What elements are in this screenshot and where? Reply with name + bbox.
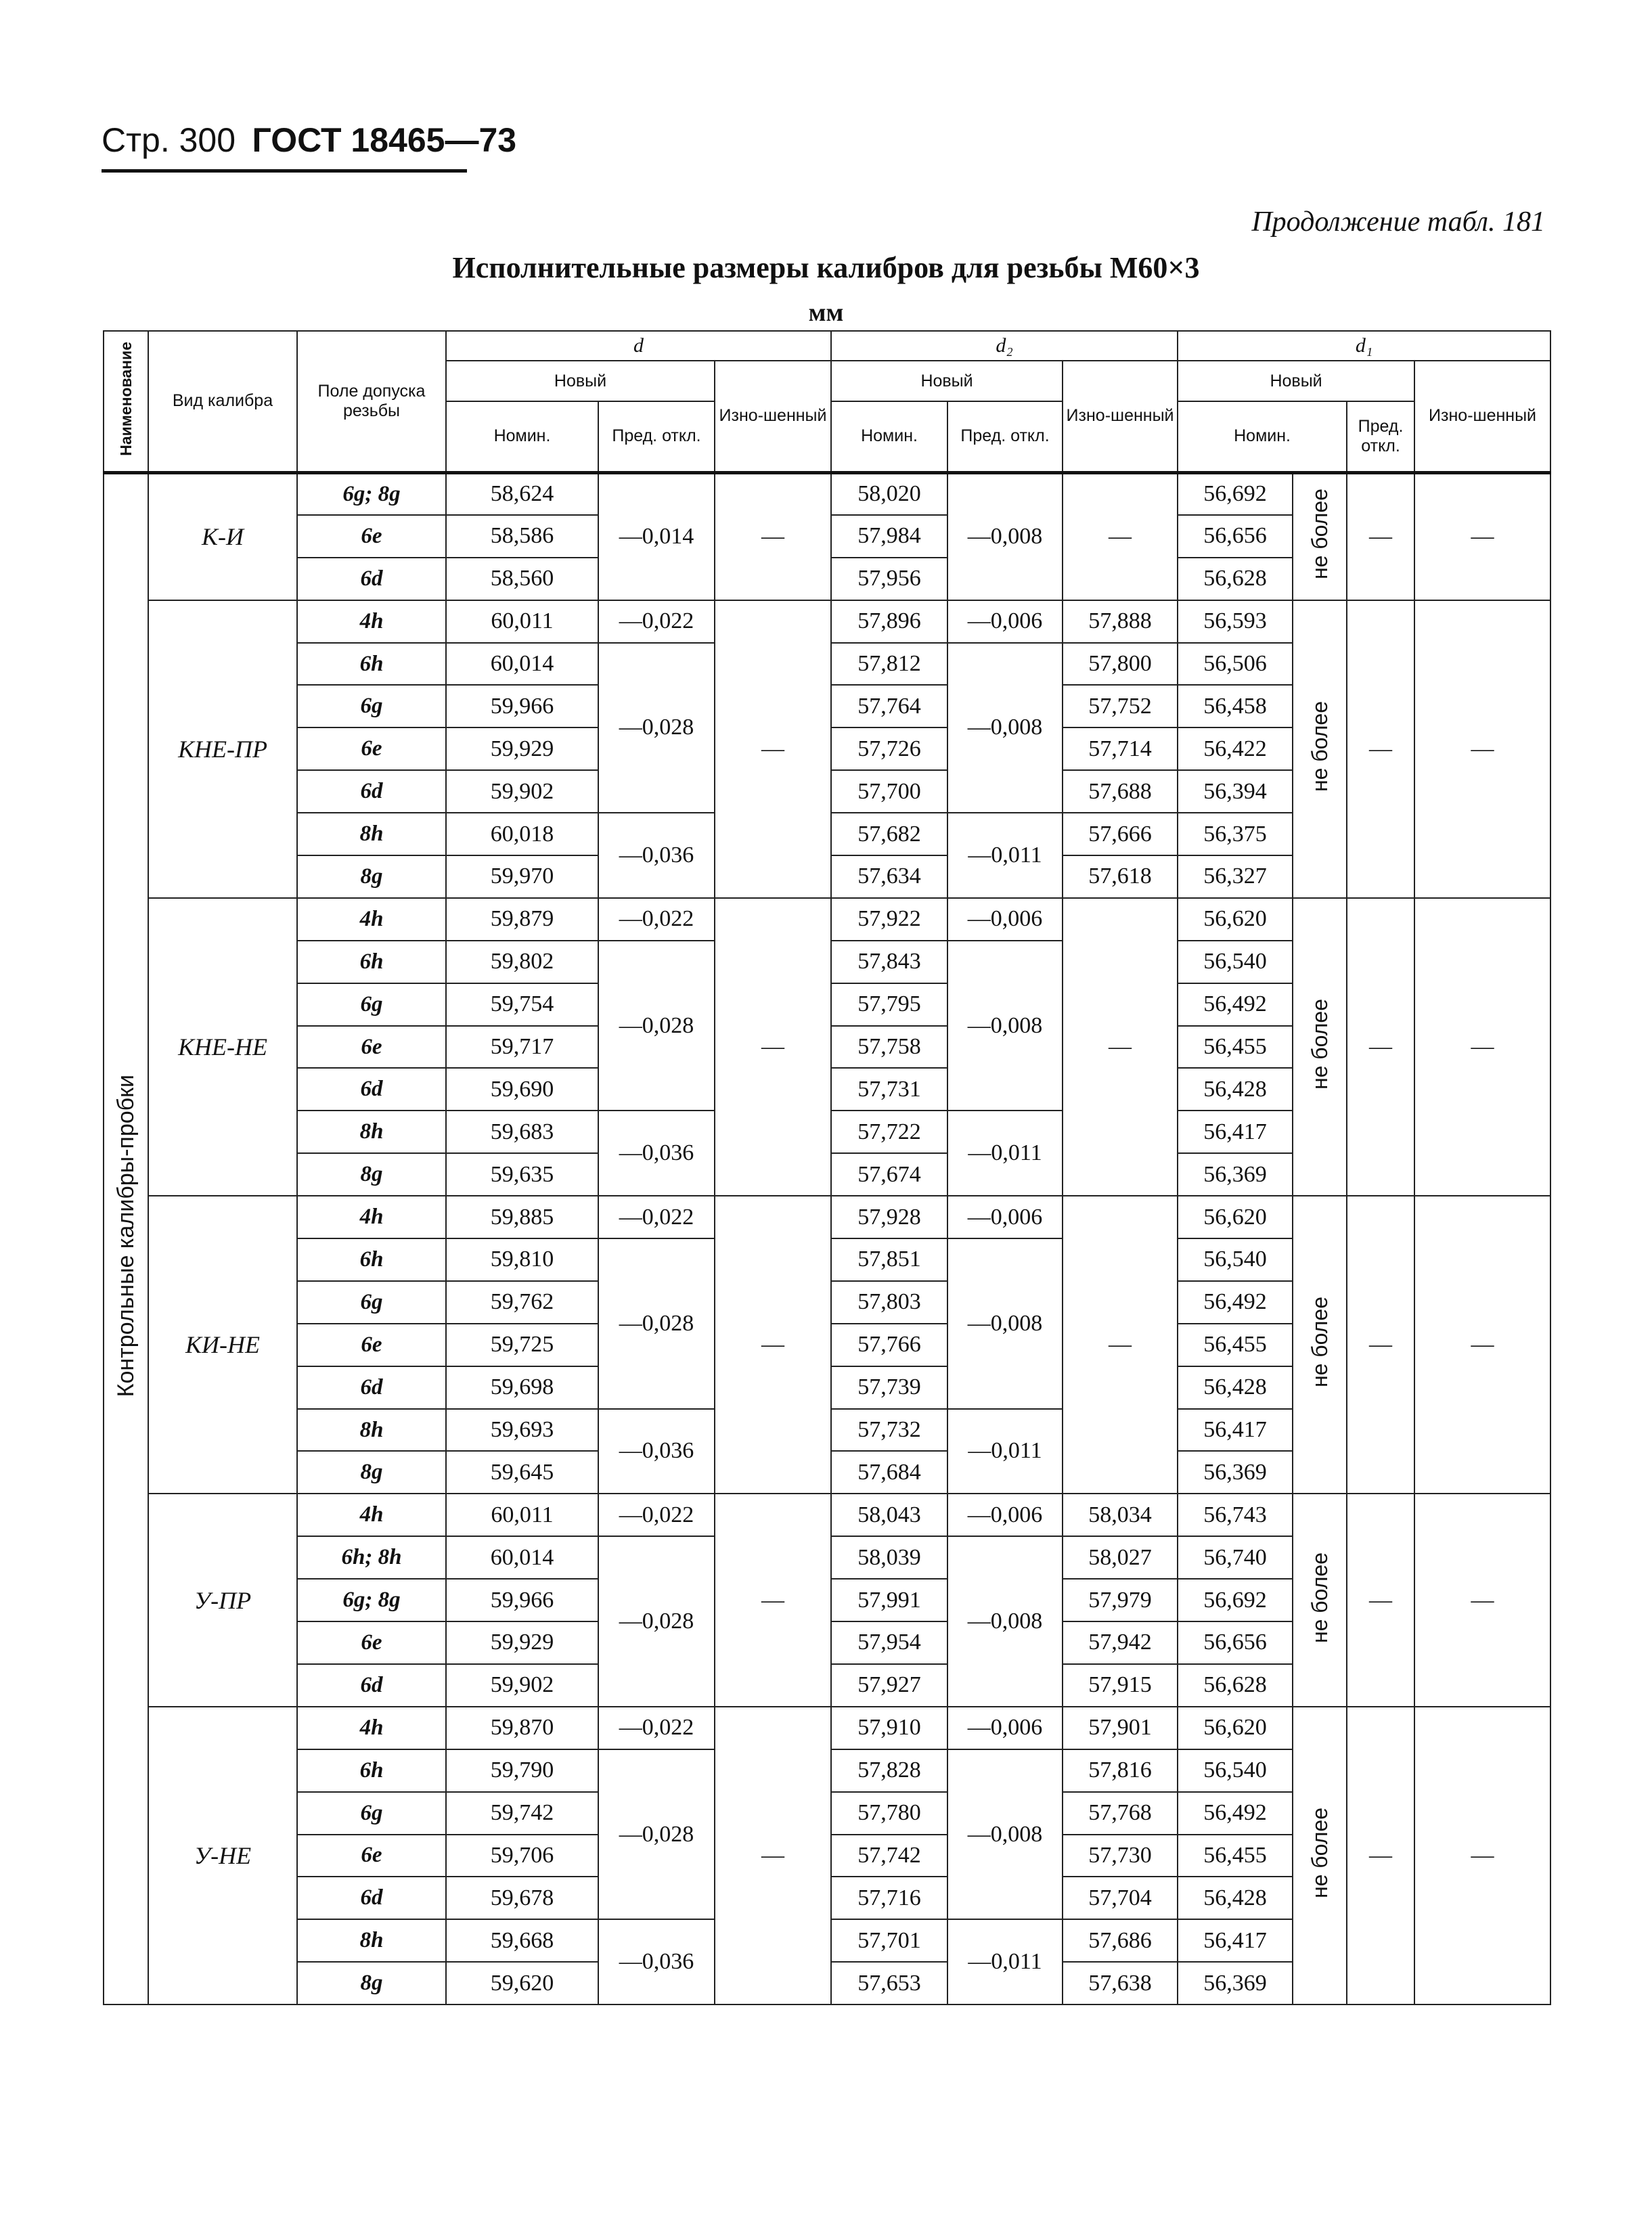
- d-deviation: —0,028: [598, 643, 715, 813]
- header-d1: d₁: [1178, 331, 1550, 361]
- d1-nominal: 56,428: [1178, 1366, 1293, 1409]
- d2-deviation: —0,011: [947, 1409, 1063, 1494]
- header-d1-novyi: Новый: [1178, 361, 1414, 401]
- d1-nominal: 56,743: [1178, 1494, 1293, 1536]
- d2-nominal: 57,732: [831, 1409, 947, 1452]
- d2-worn: 57,942: [1063, 1621, 1178, 1664]
- d1-deviation: —: [1347, 1707, 1414, 2004]
- d2-nominal: 57,896: [831, 600, 947, 643]
- d1-nominal: 56,692: [1178, 1579, 1293, 1621]
- d2-worn: 57,800: [1063, 643, 1178, 686]
- d-nominal: 59,678: [446, 1877, 598, 1919]
- d-nominal: 59,810: [446, 1238, 598, 1281]
- d2-deviation: —0,008: [947, 472, 1063, 600]
- gauge-type: У-НЕ: [148, 1707, 297, 2004]
- header-d2-nomin: Номин.: [831, 401, 947, 472]
- d-deviation: —0,014: [598, 472, 715, 600]
- table-row: [104, 1196, 1550, 1238]
- d2-deviation: —0,006: [947, 1494, 1063, 1536]
- gauge-type: У-ПР: [148, 1494, 297, 1706]
- d-nominal: 59,717: [446, 1026, 598, 1069]
- d1-nominal: 56,628: [1178, 558, 1293, 600]
- tolerance-field: 6h: [297, 1749, 446, 1792]
- d1-not-more-note: не более: [1293, 1707, 1347, 2004]
- d-nominal: 59,742: [446, 1792, 598, 1835]
- tolerance-field: 6e: [297, 1621, 446, 1664]
- table-row: [104, 600, 1550, 643]
- header-d: d: [446, 331, 831, 361]
- d-worn: —: [715, 898, 831, 1196]
- d-deviation: —0,028: [598, 1238, 715, 1409]
- d2-nominal: 57,758: [831, 1026, 947, 1069]
- d2-nominal: 57,954: [831, 1621, 947, 1664]
- d1-worn: —: [1414, 898, 1550, 1196]
- d1-nominal: 56,369: [1178, 1153, 1293, 1196]
- d-nominal: 60,014: [446, 1536, 598, 1579]
- d2-nominal: 57,742: [831, 1835, 947, 1877]
- d-deviation: —0,036: [598, 1409, 715, 1494]
- tolerance-field: 6d: [297, 1068, 446, 1111]
- header-d1-pred: Пред. откл.: [1347, 401, 1414, 472]
- table-row: [104, 472, 1550, 515]
- d2-nominal: 57,927: [831, 1664, 947, 1707]
- tolerance-field: 6d: [297, 770, 446, 813]
- d1-worn: —: [1414, 600, 1550, 898]
- gauge-type: КИ-НЕ: [148, 1196, 297, 1494]
- d-nominal: 60,018: [446, 813, 598, 855]
- d2-worn: 57,638: [1063, 1962, 1178, 2004]
- d2-deviation: —0,008: [947, 941, 1063, 1111]
- d2-nominal: 57,843: [831, 941, 947, 983]
- d1-nominal: 56,394: [1178, 770, 1293, 813]
- header-d-pred: Пред. откл.: [598, 401, 715, 472]
- d2-worn: 57,730: [1063, 1835, 1178, 1877]
- d2-nominal: 57,984: [831, 515, 947, 558]
- d1-worn: —: [1414, 1196, 1550, 1494]
- tolerance-field: 6h: [297, 941, 446, 983]
- d2-worn: 57,618: [1063, 855, 1178, 898]
- d2-deviation: —0,011: [947, 1111, 1063, 1196]
- d-deviation: —0,028: [598, 1749, 715, 1920]
- d2-nominal: 57,674: [831, 1153, 947, 1196]
- d1-nominal: 56,455: [1178, 1324, 1293, 1366]
- d1-not-more-note: не более: [1293, 898, 1347, 1196]
- d2-nominal: 57,928: [831, 1196, 947, 1238]
- tolerance-field: 8h: [297, 1919, 446, 1962]
- d2-worn: 57,768: [1063, 1792, 1178, 1835]
- d-deviation: —0,022: [598, 1707, 715, 1749]
- table-row: [104, 898, 1550, 941]
- tolerance-field: 6e: [297, 1835, 446, 1877]
- d1-nominal: 56,455: [1178, 1026, 1293, 1069]
- d-worn: —: [715, 1707, 831, 2004]
- d2-deviation: —0,008: [947, 1238, 1063, 1409]
- d-nominal: 59,645: [446, 1451, 598, 1494]
- tolerance-field: 6h: [297, 643, 446, 686]
- d-worn: —: [715, 1494, 831, 1706]
- tolerance-field: 4h: [297, 1196, 446, 1238]
- d-worn: —: [715, 600, 831, 898]
- d-nominal: 59,902: [446, 1664, 598, 1707]
- d1-nominal: 56,692: [1178, 472, 1293, 515]
- tolerance-field: 6e: [297, 1026, 446, 1069]
- gauge-type: К-И: [148, 472, 297, 600]
- d2-deviation: —0,006: [947, 1196, 1063, 1238]
- d2-worn: 58,034: [1063, 1494, 1178, 1536]
- d2-worn: 57,752: [1063, 685, 1178, 727]
- d1-not-more-note: не более: [1293, 600, 1347, 898]
- d2-deviation: —0,006: [947, 898, 1063, 941]
- d2-deviation: —0,008: [947, 1749, 1063, 1920]
- d2-worn: —: [1063, 1196, 1178, 1494]
- d1-deviation: —: [1347, 472, 1414, 600]
- d2-worn: 57,979: [1063, 1579, 1178, 1621]
- d-nominal: 58,586: [446, 515, 598, 558]
- d2-deviation: —0,008: [947, 643, 1063, 813]
- d2-worn: —: [1063, 898, 1178, 1196]
- d-deviation: —0,036: [598, 1111, 715, 1196]
- d-nominal: 60,011: [446, 600, 598, 643]
- unit-label: мм: [808, 298, 844, 327]
- header-pole-dopuska: Поле допуска резьбы: [297, 331, 446, 472]
- d2-worn: 57,901: [1063, 1707, 1178, 1749]
- d-nominal: 59,690: [446, 1068, 598, 1111]
- d-nominal: 59,762: [446, 1281, 598, 1324]
- d2-deviation: —0,011: [947, 813, 1063, 898]
- d2-worn: 57,816: [1063, 1749, 1178, 1792]
- d2-nominal: 57,684: [831, 1451, 947, 1494]
- tolerance-field: 8h: [297, 1409, 446, 1452]
- d-deviation: —0,022: [598, 600, 715, 643]
- d-nominal: 59,706: [446, 1835, 598, 1877]
- d1-nominal: 56,492: [1178, 1281, 1293, 1324]
- d2-nominal: 57,812: [831, 643, 947, 686]
- d-nominal: 59,683: [446, 1111, 598, 1153]
- d2-nominal: 57,910: [831, 1707, 947, 1749]
- category-label: Контрольные калибры-пробки: [104, 472, 148, 2004]
- d2-nominal: 57,803: [831, 1281, 947, 1324]
- d1-nominal: 56,620: [1178, 1707, 1293, 1749]
- tolerance-field: 8g: [297, 1962, 446, 2004]
- tolerance-field: 6g; 8g: [297, 472, 446, 515]
- d-nominal: 59,929: [446, 1621, 598, 1664]
- d1-nominal: 56,656: [1178, 515, 1293, 558]
- d1-nominal: 56,458: [1178, 685, 1293, 727]
- d1-nominal: 56,428: [1178, 1877, 1293, 1919]
- d1-not-more-note: не более: [1293, 1494, 1347, 1706]
- d1-worn: —: [1414, 1707, 1550, 2004]
- d1-nominal: 56,369: [1178, 1451, 1293, 1494]
- page-number: Стр. 300: [102, 121, 236, 159]
- gauge-dimensions-table: [103, 330, 1551, 2005]
- tolerance-field: 6g: [297, 983, 446, 1026]
- header-naimenovanie: Наименование: [104, 331, 148, 472]
- d2-deviation: —0,006: [947, 1707, 1063, 1749]
- d-nominal: 58,624: [446, 472, 598, 515]
- d2-nominal: 57,922: [831, 898, 947, 941]
- d2-nominal: 57,795: [831, 983, 947, 1026]
- d1-nominal: 56,417: [1178, 1919, 1293, 1962]
- header-d2-novyi: Новый: [831, 361, 1063, 401]
- d2-nominal: 57,726: [831, 727, 947, 770]
- d1-nominal: 56,492: [1178, 1792, 1293, 1835]
- d2-nominal: 57,780: [831, 1792, 947, 1835]
- table-body: [104, 472, 1550, 2004]
- d1-deviation: —: [1347, 1494, 1414, 1706]
- d1-nominal: 56,540: [1178, 1238, 1293, 1281]
- tolerance-field: 4h: [297, 1494, 446, 1536]
- d1-nominal: 56,620: [1178, 1196, 1293, 1238]
- d1-nominal: 56,492: [1178, 983, 1293, 1026]
- header-d-novyi: Новый: [446, 361, 715, 401]
- d1-nominal: 56,620: [1178, 898, 1293, 941]
- d1-nominal: 56,417: [1178, 1409, 1293, 1452]
- d1-not-more-note: не более: [1293, 1196, 1347, 1494]
- d1-worn: —: [1414, 1494, 1550, 1706]
- d1-nominal: 56,740: [1178, 1536, 1293, 1579]
- d1-nominal: 56,540: [1178, 1749, 1293, 1792]
- d2-nominal: 57,682: [831, 813, 947, 855]
- header-d-nomin: Номин.: [446, 401, 598, 472]
- d-nominal: 59,620: [446, 1962, 598, 2004]
- header-d1-iznoshennyi: Изно-шенный: [1414, 361, 1550, 472]
- table-row: [104, 1494, 1550, 1536]
- d2-worn: 57,714: [1063, 727, 1178, 770]
- d-nominal: 59,902: [446, 770, 598, 813]
- tolerance-field: 6d: [297, 1877, 446, 1919]
- d2-deviation: —0,008: [947, 1536, 1063, 1707]
- d1-nominal: 56,593: [1178, 600, 1293, 643]
- d1-nominal: 56,369: [1178, 1962, 1293, 2004]
- d-nominal: 59,885: [446, 1196, 598, 1238]
- tolerance-field: 6d: [297, 1664, 446, 1707]
- d-deviation: —0,036: [598, 813, 715, 898]
- gauge-type: КНЕ-ПР: [148, 600, 297, 898]
- d1-nominal: 56,628: [1178, 1664, 1293, 1707]
- d-nominal: 58,560: [446, 558, 598, 600]
- d2-nominal: 57,828: [831, 1749, 947, 1792]
- d2-nominal: 57,764: [831, 685, 947, 727]
- tolerance-field: 6g; 8g: [297, 1579, 446, 1621]
- d1-nominal: 56,656: [1178, 1621, 1293, 1664]
- d1-nominal: 56,428: [1178, 1068, 1293, 1111]
- d-nominal: 60,014: [446, 643, 598, 686]
- header-d2-iznoshennyi: Изно-шенный: [1063, 361, 1178, 472]
- tolerance-field: 6h; 8h: [297, 1536, 446, 1579]
- table-continuation-note: Продолжение табл. 181: [1251, 206, 1545, 238]
- d2-nominal: 58,043: [831, 1494, 947, 1536]
- tolerance-field: 6e: [297, 515, 446, 558]
- d-worn: —: [715, 472, 831, 600]
- tolerance-field: 6e: [297, 727, 446, 770]
- d1-not-more-note: не более: [1293, 472, 1347, 600]
- d-deviation: —0,022: [598, 1494, 715, 1536]
- d2-nominal: 57,851: [831, 1238, 947, 1281]
- page-header: [102, 120, 516, 160]
- table-row: [104, 1707, 1550, 1749]
- d2-nominal: 57,766: [831, 1324, 947, 1366]
- d-deviation: —0,022: [598, 1196, 715, 1238]
- standard-number: ГОСТ 18465—73: [252, 121, 517, 159]
- d-nominal: 59,966: [446, 1579, 598, 1621]
- d-nominal: 59,754: [446, 983, 598, 1026]
- d2-worn: 57,915: [1063, 1664, 1178, 1707]
- tolerance-field: 6g: [297, 1281, 446, 1324]
- tolerance-field: 6g: [297, 1792, 446, 1835]
- header-d2-pred: Пред. откл.: [947, 401, 1063, 472]
- tolerance-field: 4h: [297, 1707, 446, 1749]
- d2-nominal: 58,039: [831, 1536, 947, 1579]
- d-nominal: 59,725: [446, 1324, 598, 1366]
- d2-nominal: 57,716: [831, 1877, 947, 1919]
- tolerance-field: 6e: [297, 1324, 446, 1366]
- d2-worn: —: [1063, 472, 1178, 600]
- gauge-type: КНЕ-НЕ: [148, 898, 297, 1196]
- header-d1-nomin: Номин.: [1178, 401, 1347, 472]
- d1-nominal: 56,417: [1178, 1111, 1293, 1153]
- d2-deviation: —0,006: [947, 600, 1063, 643]
- d2-nominal: 57,634: [831, 855, 947, 898]
- d-nominal: 59,879: [446, 898, 598, 941]
- header-d-iznoshennyi: Изно-шенный: [715, 361, 831, 472]
- d-deviation: —0,036: [598, 1919, 715, 2004]
- d-nominal: 59,970: [446, 855, 598, 898]
- d-nominal: 59,635: [446, 1153, 598, 1196]
- d2-worn: 57,688: [1063, 770, 1178, 813]
- d-nominal: 59,790: [446, 1749, 598, 1792]
- table-title: Исполнительные размеры калибров для резьбы M60×3: [452, 251, 1200, 284]
- d-nominal: 59,698: [446, 1366, 598, 1409]
- d1-deviation: —: [1347, 898, 1414, 1196]
- d-nominal: 59,966: [446, 685, 598, 727]
- d2-worn: 57,686: [1063, 1919, 1178, 1962]
- d-nominal: 59,693: [446, 1409, 598, 1452]
- d1-worn: —: [1414, 472, 1550, 600]
- tolerance-field: 4h: [297, 600, 446, 643]
- tolerance-field: 8h: [297, 813, 446, 855]
- d-nominal: 59,802: [446, 941, 598, 983]
- d-worn: —: [715, 1196, 831, 1494]
- d2-nominal: 58,020: [831, 472, 947, 515]
- d1-deviation: —: [1347, 600, 1414, 898]
- header-d2: d₂: [831, 331, 1178, 361]
- header-vid-kalibra: Вид калибра: [148, 331, 297, 472]
- d2-nominal: 57,701: [831, 1919, 947, 1962]
- d1-nominal: 56,422: [1178, 727, 1293, 770]
- d-nominal: 59,929: [446, 727, 598, 770]
- d2-worn: 58,027: [1063, 1536, 1178, 1579]
- tolerance-field: 8g: [297, 1451, 446, 1494]
- d-nominal: 59,668: [446, 1919, 598, 1962]
- d1-nominal: 56,327: [1178, 855, 1293, 898]
- tolerance-field: 6g: [297, 685, 446, 727]
- d2-nominal: 57,722: [831, 1111, 947, 1153]
- d2-worn: 57,888: [1063, 600, 1178, 643]
- tolerance-field: 8g: [297, 855, 446, 898]
- d2-nominal: 57,700: [831, 770, 947, 813]
- d1-nominal: 56,455: [1178, 1835, 1293, 1877]
- d2-nominal: 57,956: [831, 558, 947, 600]
- tolerance-field: 8h: [297, 1111, 446, 1153]
- d1-nominal: 56,375: [1178, 813, 1293, 855]
- d2-worn: 57,704: [1063, 1877, 1178, 1919]
- d2-worn: 57,666: [1063, 813, 1178, 855]
- tolerance-field: 6d: [297, 558, 446, 600]
- d1-nominal: 56,540: [1178, 941, 1293, 983]
- d2-nominal: 57,739: [831, 1366, 947, 1409]
- d1-nominal: 56,506: [1178, 643, 1293, 686]
- tolerance-field: 4h: [297, 898, 446, 941]
- d1-deviation: —: [1347, 1196, 1414, 1494]
- d-deviation: —0,028: [598, 941, 715, 1111]
- d2-nominal: 57,991: [831, 1579, 947, 1621]
- tolerance-field: 6h: [297, 1238, 446, 1281]
- d-nominal: 60,011: [446, 1494, 598, 1536]
- tolerance-field: 6d: [297, 1366, 446, 1409]
- d2-nominal: 57,731: [831, 1068, 947, 1111]
- tolerance-field: 8g: [297, 1153, 446, 1196]
- d-nominal: 59,870: [446, 1707, 598, 1749]
- d2-nominal: 57,653: [831, 1962, 947, 2004]
- d-deviation: —0,028: [598, 1536, 715, 1707]
- d2-deviation: —0,011: [947, 1919, 1063, 2004]
- header-rule: [102, 169, 467, 173]
- d-deviation: —0,022: [598, 898, 715, 941]
